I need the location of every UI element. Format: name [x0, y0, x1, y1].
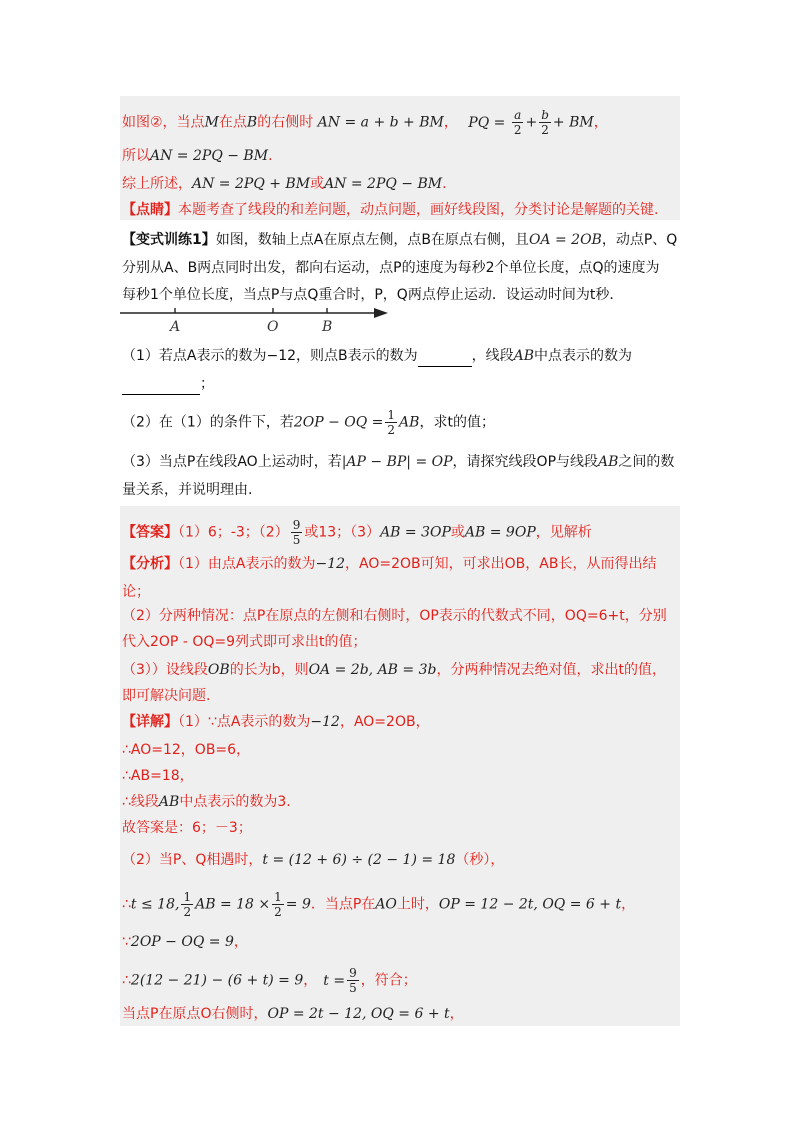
question-1: （1）若点A表示的数为−12，则点B表示的数为 ，线段AB中点表示的数为 — [122, 346, 632, 367]
label-o: O — [267, 319, 279, 334]
exercise-line-1: 【变式训练1】如图，数轴上点A在原点左侧，点B在原点右侧，且OA = 2OB，动点P、Q — [122, 232, 678, 248]
question-3-cont: 量关系，并说明理由. — [122, 482, 253, 498]
remark-tag: 【点睛】 — [122, 202, 178, 218]
detail-tag: 【详解】 — [122, 714, 178, 730]
detail-line-3: ∴AB=18， — [122, 768, 194, 784]
detail-line-10: 当点P在原点O右侧时，OP = 2t − 12, OQ = 6 + t， — [122, 1006, 464, 1022]
detail-line-5: 故答案是：6；－3； — [122, 820, 252, 836]
question-1-cont: ； — [122, 374, 214, 395]
exercise-line-3: 每秒1个单位长度，当点P与点Q重合时，P，Q两点停止运动．设运动时间为t秒． — [122, 287, 624, 303]
solution-line-3: 综上所述，AN = 2PQ + BM或AN = 2PQ − BM. — [122, 176, 447, 192]
math-an-sum: AN = a + b + BM — [317, 114, 444, 131]
fraction-half: $\frac{1}{2}$ — [387, 408, 396, 437]
detail-line-6: （2）当P、Q相遇时，t = (12 + 6) ÷ (2 − 1) = 18（秒）， — [122, 852, 505, 868]
analysis-line-1: 【分析】（1）由点A表示的数为−12，AO=2OB可知，可求出OB，AB长，从而得出结 — [122, 556, 657, 572]
detail-line-8: ∵2OP − OQ = 9， — [122, 934, 248, 950]
exercise-tag: 【变式训练1】 — [122, 232, 216, 248]
analysis-line-5: （3））设线段OB的长为b，则OA = 2b, AB = 3b，分两种情况去绝对值，求出t的值， — [122, 662, 666, 678]
remark-line: 【点睛】本题考查了线段的和差问题，动点问题，画好线段图，分类讨论是解题的关键. — [122, 202, 659, 218]
analysis-tag: 【分析】 — [122, 556, 178, 572]
label-a: A — [170, 319, 181, 334]
fraction-half-b: $\frac{1}{2}$ — [274, 890, 282, 919]
question-3: （3）当点P在线段AO上运动时，若|AP − BP| = OP，请探究线段OP与线段AB之间的数 — [122, 454, 675, 470]
answer-blank-b[interactable] — [418, 346, 472, 367]
detail-line-2: ∴AO=12，OB=6， — [122, 742, 251, 758]
axis-arrow — [374, 308, 388, 318]
detail-line-9: ∴2(12 − 21) − (6 + t) = 9， t = $\frac{9}{5}$ ，符合； — [122, 966, 417, 995]
detail-line-4: ∴线段AB中点表示的数为3. — [122, 794, 291, 810]
fraction-9-5: $\frac{9}{5}$ — [292, 518, 301, 547]
fraction-a-over-2: $\frac{a}{2}$ — [513, 108, 522, 137]
fraction-b-over-2: $\frac{b}{2}$ — [541, 108, 549, 137]
analysis-line-4: 代入2OP - OQ=9列式即可求出t的值； — [122, 634, 367, 650]
answer-line: 【答案】（1）6；-3；（2） $\frac{9}{5}$ 或13；（3）AB = 3OP或AB = 9OP，见解析 — [122, 518, 592, 547]
detail-line-7: ∴t ≤ 18, $\frac{1}{2}$ AB = 18 × $\frac{1}{2}$ = 9．当点P在AO上时，OP = 12 − 2t, OQ = 6 + t， — [122, 890, 636, 919]
detail-line-1: 【详解】（1）∵点A表示的数为−12，AO=2OB， — [122, 714, 430, 730]
answer-tag: 【答案】 — [122, 524, 178, 541]
solution-line-2: 所以AN = 2PQ − BM. — [122, 148, 273, 164]
analysis-line-6: 即可解决问题. — [122, 688, 211, 704]
fraction-half-a: $\frac{1}{2}$ — [183, 890, 192, 919]
analysis-line-3: （2）分两种情况：点P在原点的左侧和右侧时，OP表示的代数式不同，OQ=6+t，分别 — [122, 608, 667, 624]
question-2: （2）在（1）的条件下，若2OP − OQ = $\frac{1}{2}$ AB，求t的值； — [122, 408, 495, 437]
solution-line-1: 如图②，当点M在点B的右侧时 AN = a + b + BM， PQ = $\frac{a}{2}$ + $\frac{b}{2}$ + BM， — [122, 108, 608, 137]
label-b: B — [322, 319, 333, 334]
analysis-line-2: 论； — [122, 584, 150, 600]
answer-blank-midpoint[interactable] — [122, 374, 200, 395]
fraction-9-5-b: $\frac{9}{5}$ — [349, 966, 357, 995]
number-line-figure — [118, 302, 398, 334]
exercise-line-2: 分别从A、B两点同时出发，都向右运动，点P的速度为每秒2个单位长度，点Q的速度为 — [122, 260, 660, 276]
